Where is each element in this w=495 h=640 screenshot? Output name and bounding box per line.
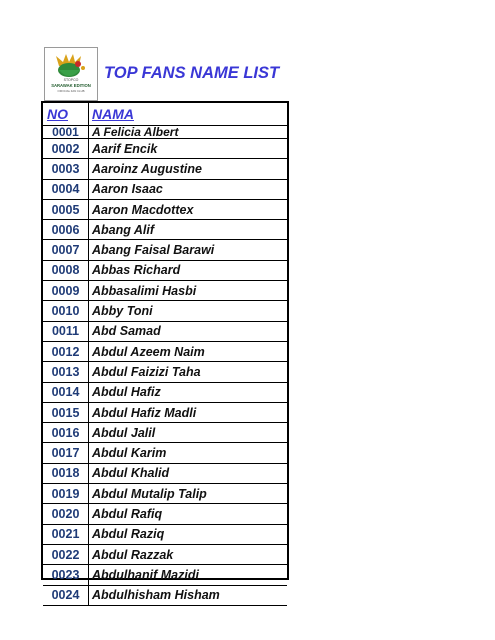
table-row <box>43 443 287 463</box>
table-row <box>43 524 287 544</box>
row-number: 0004 <box>43 179 89 199</box>
page-title: TOP FANS NAME LIST <box>104 64 280 82</box>
row-number: 0022 <box>43 544 89 564</box>
table-row <box>43 139 287 159</box>
table-row <box>43 341 287 361</box>
header-no: NO <box>43 103 89 126</box>
row-name: Abdul Mutalip Talip <box>89 484 288 504</box>
row-name: Abang Faisal Barawi <box>89 240 288 260</box>
row-name: Abdul Faizizi Taha <box>89 362 288 382</box>
row-name: Abbasalimi Hasbi <box>89 281 288 301</box>
row-number: 0015 <box>43 402 89 422</box>
table-row <box>43 199 287 219</box>
row-number: 0003 <box>43 159 89 179</box>
row-number: 0014 <box>43 382 89 402</box>
row-number: 0010 <box>43 301 89 321</box>
fans-table <box>41 101 289 603</box>
row-name: Aaron Macdottex <box>89 199 288 219</box>
row-name: Abdul Hafiz <box>89 382 288 402</box>
row-name: Abdul Khalid <box>89 463 288 483</box>
row-name: Aarif Encik <box>89 139 288 159</box>
logo-top-text: STOPCO <box>63 78 79 82</box>
row-name: Abdul Razzak <box>89 544 288 564</box>
row-number: 0024 <box>43 585 89 605</box>
row-name: Abdulhisham Hisham <box>89 585 288 605</box>
table-row <box>43 382 287 402</box>
table-row <box>43 565 287 585</box>
row-number: 0009 <box>43 281 89 301</box>
row-number: 0005 <box>43 199 89 219</box>
row-name: Aaroinz Augustine <box>89 159 288 179</box>
logo-sub-text: OFFICIAL FAN CLUB <box>57 89 85 93</box>
row-number: 0007 <box>43 240 89 260</box>
row-name: Abdul Jalil <box>89 423 288 443</box>
fans-table-grid <box>43 103 287 606</box>
row-number: 0018 <box>43 463 89 483</box>
row-number: 0012 <box>43 341 89 361</box>
row-name: Abdulhanif Mazidi <box>89 565 288 585</box>
row-number: 0008 <box>43 260 89 280</box>
row-number: 0001 <box>43 126 89 139</box>
table-row <box>43 321 287 341</box>
table-row <box>43 504 287 524</box>
table-row <box>43 126 287 139</box>
row-name: Abdul Karim <box>89 443 288 463</box>
row-number: 0021 <box>43 524 89 544</box>
table-row <box>43 281 287 301</box>
row-number: 0002 <box>43 139 89 159</box>
table-row <box>43 260 287 280</box>
row-name: A Felicia Albert <box>89 126 288 139</box>
row-number: 0017 <box>43 443 89 463</box>
row-number: 0006 <box>43 220 89 240</box>
row-name: Abdul Hafiz Madli <box>89 402 288 422</box>
header-name: NAMA <box>89 103 288 126</box>
row-name: Abdul Rafiq <box>89 504 288 524</box>
row-name: Abby Toni <box>89 301 288 321</box>
row-number: 0019 <box>43 484 89 504</box>
row-number: 0023 <box>43 565 89 585</box>
table-row <box>43 463 287 483</box>
table-row <box>43 423 287 443</box>
logo-main-text: SARAWAK EDITION <box>51 83 91 88</box>
row-name: Abang Alif <box>89 220 288 240</box>
logo <box>44 47 98 101</box>
row-name: Abdul Raziq <box>89 524 288 544</box>
table-header-row <box>43 103 287 126</box>
row-name: Abbas Richard <box>89 260 288 280</box>
table-row <box>43 544 287 564</box>
row-name: Abdul Azeem Naim <box>89 341 288 361</box>
table-row <box>43 484 287 504</box>
row-name: Aaron Isaac <box>89 179 288 199</box>
table-row <box>43 179 287 199</box>
row-number: 0011 <box>43 321 89 341</box>
table-row <box>43 362 287 382</box>
row-number: 0016 <box>43 423 89 443</box>
row-number: 0020 <box>43 504 89 524</box>
table-row <box>43 220 287 240</box>
table-row <box>43 585 287 605</box>
row-number: 0013 <box>43 362 89 382</box>
table-row <box>43 402 287 422</box>
table-row <box>43 240 287 260</box>
table-row <box>43 159 287 179</box>
table-row <box>43 301 287 321</box>
row-name: Abd Samad <box>89 321 288 341</box>
